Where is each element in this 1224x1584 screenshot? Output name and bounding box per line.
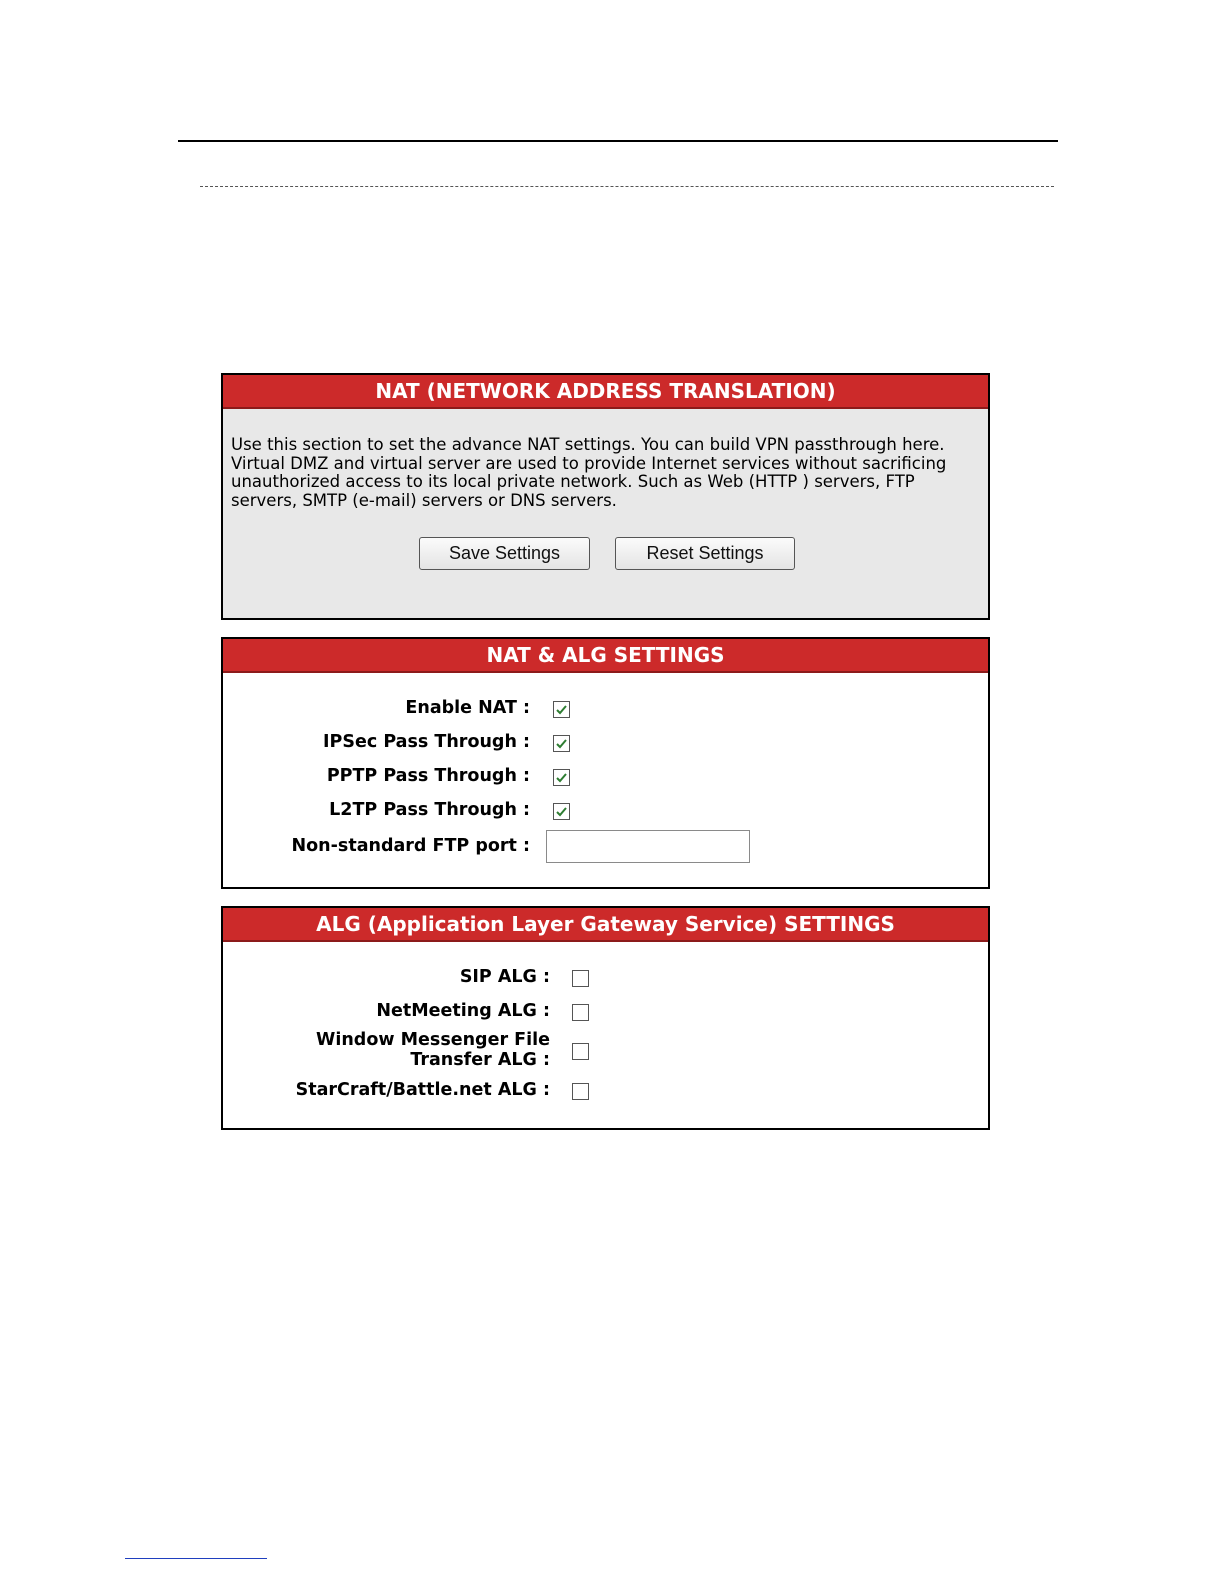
nat-panel [221,373,990,620]
ipsec-checkbox[interactable] [553,735,570,752]
pptp-label: PPTP Pass Through : [326,766,530,786]
netmeeting-alg-checkbox[interactable] [572,1004,589,1021]
checkmark-icon [555,737,568,750]
messenger-alg-label-line2: Transfer ALG : [410,1050,550,1070]
nat-alg-panel [221,637,990,889]
ftp-port-input[interactable] [546,830,750,863]
reset-settings-button[interactable]: Reset Settings [615,537,795,570]
messenger-alg-checkbox[interactable] [572,1043,589,1060]
checkmark-icon [555,805,568,818]
sip-alg-label: SIP ALG : [459,967,550,987]
l2tp-label: L2TP Pass Through : [329,800,530,820]
ftp-port-label: Non-standard FTP port : [291,836,530,856]
starcraft-alg-label: StarCraft/Battle.net ALG : [295,1080,550,1100]
pptp-checkbox[interactable] [553,769,570,786]
enable-nat-label: Enable NAT : [405,698,530,718]
alg-panel [221,906,990,1130]
alg-title: ALG (Application Layer Gateway Service) SETTINGS [223,908,988,942]
nat-alg-title: NAT & ALG SETTINGS [223,639,988,673]
checkmark-icon [555,771,568,784]
nat-description: Use this section to set the advance NAT settings. You can build VPN passthrough here. Virtual DMZ and virtual server are used to provide Internet services without sacrificing unauthorized access to its local private network. Such as Web (HTTP ) servers, FTP servers, SMTP (e-mail) servers or DNS servers. [231,435,947,510]
footer-link-underline [125,1558,267,1559]
messenger-alg-label: Window Messenger File [316,1030,550,1050]
save-settings-button[interactable]: Save Settings [419,537,590,570]
starcraft-alg-checkbox[interactable] [572,1083,589,1100]
sip-alg-checkbox[interactable] [572,970,589,987]
dashed-rule [200,186,1054,187]
ipsec-label: IPSec Pass Through : [323,732,530,752]
top-rule [178,140,1058,142]
nat-panel-title: NAT (NETWORK ADDRESS TRANSLATION) [223,375,988,409]
l2tp-checkbox[interactable] [553,803,570,820]
netmeeting-alg-label: NetMeeting ALG : [376,1001,550,1021]
enable-nat-checkbox[interactable] [553,701,570,718]
checkmark-icon [555,703,568,716]
